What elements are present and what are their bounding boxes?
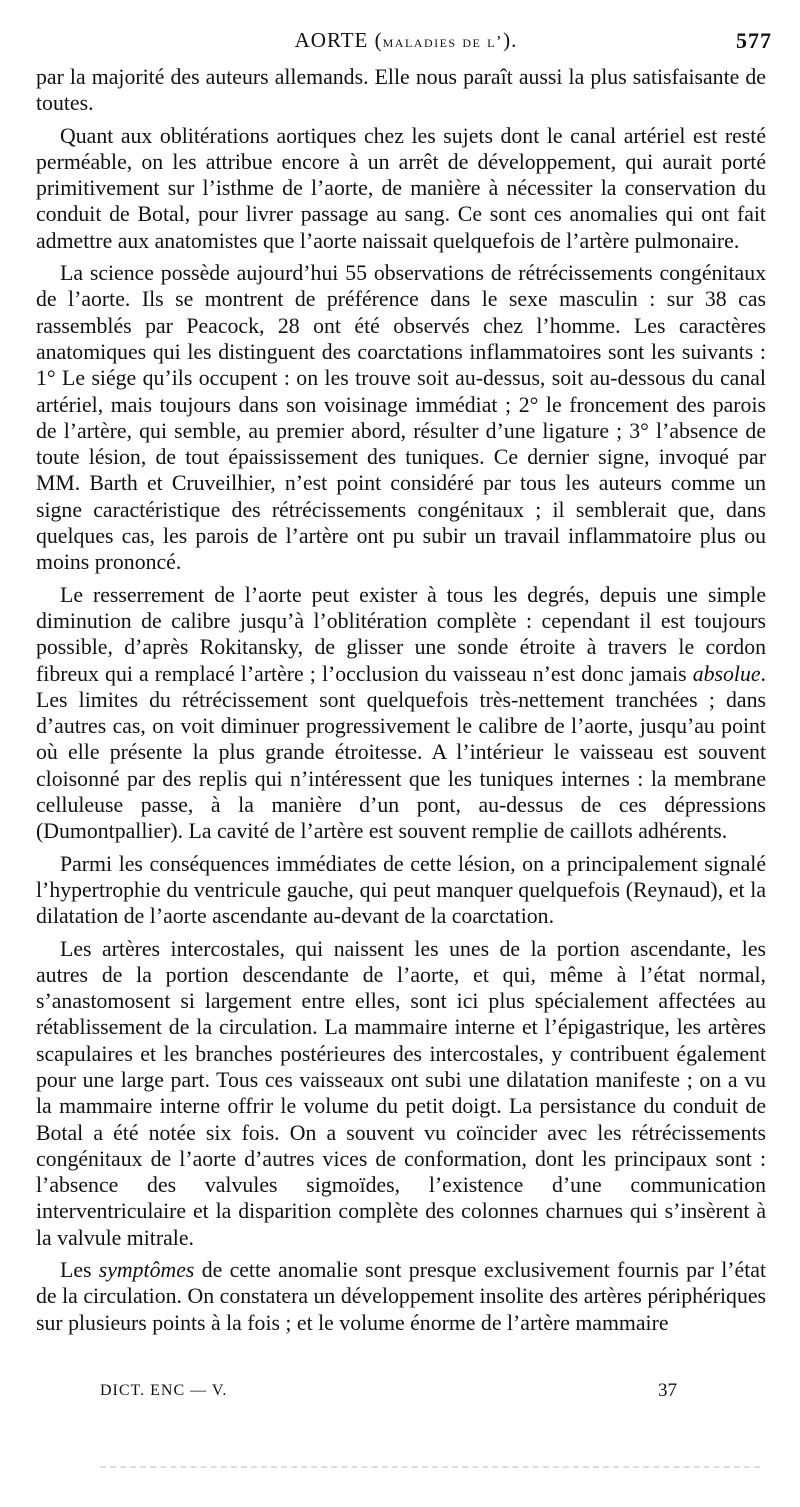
body-text — [36, 64, 766, 1342]
paragraph-4: Le resserrement de l’aorte peut exister à tous les degrés, depuis une simple diminution de calibre jusqu’à l’oblitération complète : cependant il est toujours possible, d’après Rokitansky, de glisser une sonde étroite à travers le cordon fibreux qui a remplacé l’artère ; l’occlusion du vaisseau n’est donc jamais absolue. Les limites du rétrécissement sont quelquefois très-nettement tranchées ; dans d’autres cas, on voit diminuer progressivement le calibre de l’aorte, jusqu’au point où elle présente la plus grande étroitesse. A l’intérieur le vaisseau est souvent cloisonné par des replis qui n’intéressent que les tuniques internes : la membrane celluleuse passe, à la manière d’un pont, au-dessus de ces dépressions (Dumontpallier). La cavité de l’artère est souvent remplie de caillots adhérents. — [36, 582, 766, 844]
paragraph-1: par la majorité des auteurs allemands. Elle nous paraît aussi la plus satisfaisante de toutes. — [36, 65, 766, 116]
running-header — [36, 28, 776, 54]
page-footer — [100, 1382, 700, 1408]
sheet-number: 37 — [658, 1380, 677, 1401]
paragraph-7: Les symptômes de cette anomalie sont presque exclusivement fournis par l’état de la circulation. On constatera un développement insolite des artères périphériques sur plusieurs points à la fois ; et le volume énorme de l’artère mammaire — [36, 1258, 766, 1335]
running-title-smallcaps: maladies de l’ — [382, 32, 504, 51]
emphasis-symptomes: symptômes — [98, 1258, 195, 1283]
bottom-bleed-marks — [100, 1466, 760, 1474]
page-number: 577 — [736, 28, 772, 53]
emphasis-absolue: absolue — [692, 661, 761, 686]
paragraph-5: Parmi les conséquences immédiates de cette lésion, on a principalement signalé l’hypertrophie du ventricule gauche, qui peut manquer quelquefois (Reynaud), et la dilatation de l’aorte ascendante au-devant de la coarctation. — [36, 851, 766, 929]
paragraph-2: Quant aux oblitérations aortiques chez les sujets dont le canal artériel est resté perméable, on les attribue encore à un arrêt de développement, qui aurait porté primitivement sur l’isthme de l’aorte, de manière à nécessiter la conservation du conduit de Botal, pour livrer passage au sang. Ce sont ces anomalies qui ont fait admettre aux anatomistes que l’aorte naissait quelquefois de l’artère pulmonaire. — [36, 123, 766, 253]
running-title: AORTE (maladies de l’). — [294, 28, 518, 52]
paragraph-6: Les artères intercostales, qui naissent les unes de la portion ascendante, les autres de la portion descendante de l’aorte, et qui, même à l’état normal, s’anastomosent si largement entre elles, sont ici plus spécialement affectées au rétablissement de la circulation. La mammaire interne et l’épigastrique, les artères scapulaires et les branches postérieures des intercostales, y contribuent également pour une large part. Tous ces vaisseaux ont subi une dilatation manifeste ; on a vu la mammaire interne offrir le volume du petit doigt. La persistance du conduit de Botal a été notée six fois. On a souvent vu coïncider avec les rétrécissements congénitaux de l’aorte d’autres vices de conformation, dont les principaux sont : l’absence des valvules sigmoïdes, l’existence d’une communication interventriculaire et la disparition complète des colonnes charnues qui s’insèrent à la valvule mitrale. — [36, 936, 766, 1250]
signature-mark: DICT. ENC — V. — [100, 1382, 228, 1399]
paragraph-3: La science possède aujourd’hui 55 observations de rétrécissements congénitaux de l’aorte. Ils se montrent de préférence dans le sexe masculin : sur 38 cas rassemblés par Peacock, 28 ont été observés chez l’homme. Les caractères anatomiques qui les distinguent des coarctations inflammatoires sont les suivants : 1° Le siége qu’ils occupent : on les trouve soit au-dessus, soit au-dessous du canal artériel, mais toujours dans son voisinage immédiat ; 2° le froncement des parois de l’artère, qui semble, au premier abord, résulter d’une ligature ; 3° l’absence de toute lésion, de tout épaississement des tuniques. Ce dernier signe, invoqué par MM. Barth et Cruveilhier, n’est point considéré par tous les auteurs comme un signe caractéristique des rétrécissements congénitaux ; il semblerait que, dans quelques cas, les parois de l’artère ont pu subir un travail inflammatoire plus ou moins prononcé. — [36, 261, 766, 575]
